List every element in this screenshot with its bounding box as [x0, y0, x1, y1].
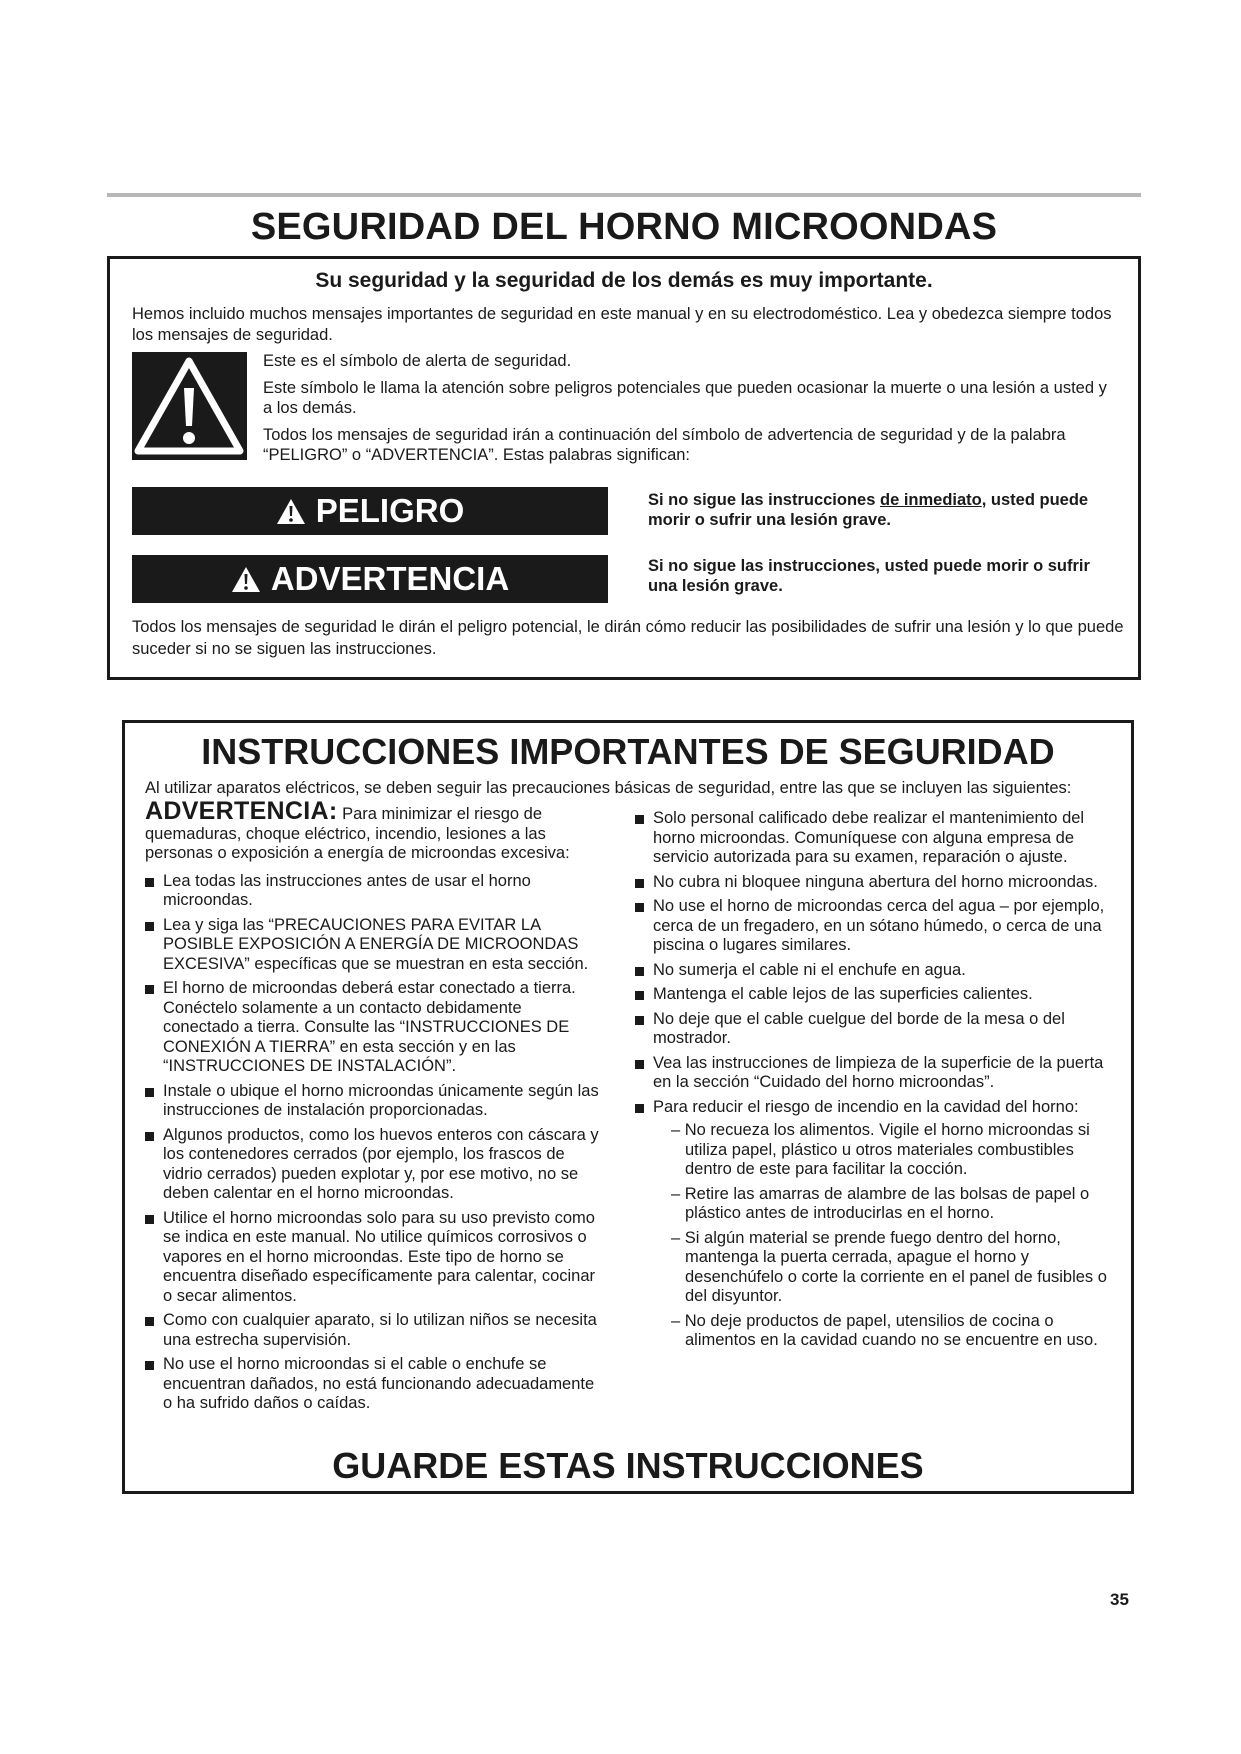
- right-list: [635, 809, 1110, 1351]
- list-item: Lea todas las instrucciones antes de usar el horno microondas.: [145, 872, 600, 911]
- safety-intro: Hemos incluido muchos mensajes importantes de seguridad en este manual y en su electrodoméstico. Lea y obedezca siempre todos los mensajes de seguridad.: [132, 305, 1112, 344]
- sub-item: – Retire las amarras de alambre de las bolsas de papel o plástico antes de introducirlas en el horno.: [671, 1184, 1090, 1222]
- right-column: [635, 809, 1110, 1356]
- list-item: No use el horno de microondas cerca del agua – por ejemplo, cerca de un fregadero, en un sótano húmedo, o cerca de una piscina o lugares similares.: [635, 897, 1110, 956]
- sub-item: – Si algún material se prende fuego dentro del horno, mantenga la puerta cerrada, apague el horno y desenchúfelo o corte la corriente en el panel de fusibles o del disyuntor.: [671, 1228, 1107, 1305]
- list-item: Utilice el horno microondas solo para su uso previsto como se indica en este manual. No utilice químicos corrosivos o vapores en el horno microondas. Este tipo de horno se encuentra diseñado específicamente para calentar, cocinar o secar alimentos.: [145, 1209, 600, 1307]
- instructions-title: INSTRUCCIONES IMPORTANTES DE SEGURIDAD: [201, 731, 1055, 772]
- list-item: No deje que el cable cuelgue del borde de la mesa o del mostrador.: [635, 1010, 1110, 1049]
- alert-line-1: Este es el símbolo de alerta de seguridad.: [263, 352, 572, 370]
- page-title: SEGURIDAD DEL HORNO MICROONDAS: [250, 206, 998, 248]
- list-item: Lea y siga las “PRECAUCIONES PARA EVITAR LA POSIBLE EXPOSICIÓN A ENERGÍA DE MICROONDAS EXCESIVA” específicas que se muestran en esta sección.: [145, 916, 600, 975]
- left-column: [145, 797, 600, 1419]
- list-item: El horno de microondas deberá estar conectado a tierra. Conéctelo solamente a un contacto debidamente conectado a tierra. Consulte las “INSTRUCCIONES DE CONEXIÓN A TIERRA” en esta sección y en las “INSTRUCCIONES DE INSTALACIÓN”.: [145, 979, 600, 1077]
- list-item-fire: Para reducir el riesgo de incendio en la cavidad del horno: – No recueza los alimentos. Vigile el horno microondas si utiliza papel, plástico u otros materiales combustibles dentro de este para facilitar la cocción. – Retire las amarras de alambre de las bolsas de papel o plástico antes de introducirlas en el horno. – Si algún material se prende fuego dentro del horno, mantenga la puerta cerrada, apague el horno y desenchúfelo o corte la corriente en el panel de fusibles o del disyuntor. – No deje productos de papel, utensilios de cocina o alimentos en la cavidad cuando no se encuentre en uso.: [635, 1098, 1110, 1351]
- warning-small-triangle-icon: [231, 566, 261, 593]
- list-item: No use el horno microondas si el cable o enchufe se encuentran dañados, no está funcionando adecuadamente o ha sufrido daños o caídas.: [145, 1355, 600, 1414]
- safety-box: [107, 256, 1141, 680]
- alert-line-3: Todos los mensajes de seguridad irán a continuación del símbolo de advertencia de seguridad y de la palabra “PELIGRO” o “ADVERTENCIA”. Estas palabras significan:: [263, 426, 1066, 464]
- list-item: Solo personal calificado debe realizar el mantenimiento del horno microondas. Comuníquese con alguna empresa de servicio autorizada para su examen, reparación o ajuste.: [635, 809, 1110, 868]
- danger-description: Si no sigue las instrucciones de inmediato, usted puede morir o sufrir una lesión grave.: [648, 491, 1089, 529]
- fire-sublist: [653, 1121, 1110, 1351]
- instructions-box: [122, 720, 1134, 1494]
- warning-label: ADVERTENCIA: [270, 560, 510, 597]
- warning-description: Si no sigue las instrucciones, usted puede morir o sufrir una lesión grave.: [648, 557, 1090, 595]
- sub-item: – No recueza los alimentos. Vigile el horno microondas si utiliza papel, plástico u otros materiales combustibles dentro de este para facilitar la cocción.: [671, 1121, 1090, 1178]
- safety-closing: Todos los mensajes de seguridad le dirán el peligro potencial, le dirán cómo reducir las posibilidades de sufrir una lesión y lo que puede suceder si no se siguen las instrucciones.: [132, 618, 1124, 658]
- save-instructions-title: GUARDE ESTAS INSTRUCCIONES: [332, 1445, 924, 1486]
- top-rule: [107, 193, 1141, 197]
- list-item: Algunos productos, como los huevos enteros con cáscara y los contenedores cerrados (por ejemplo, los frascos de vidrio cerrados) pueden explotar y, por ese motivo, no se deben calentar en el horno microondas.: [145, 1126, 600, 1204]
- warning-triangle-icon: [132, 352, 247, 460]
- sub-item: – No deje productos de papel, utensilios de cocina o alimentos en la cavidad cuando no se encuentre en uso.: [671, 1311, 1098, 1349]
- instructions-intro: Al utilizar aparatos eléctricos, se deben seguir las precauciones básicas de seguridad, entre las que se incluyen las siguientes:: [145, 779, 1072, 797]
- list-item: Vea las instrucciones de limpieza de la superficie de la puerta en la sección “Cuidado del horno microondas”.: [635, 1054, 1110, 1093]
- list-item: Mantenga el cable lejos de las superficies calientes.: [635, 985, 1110, 1005]
- left-list: [145, 872, 600, 1414]
- warning-lead: Para minimizar el riesgo de quemaduras, choque eléctrico, incendio, lesiones a las personas o exposición a energía de microondas excesiva:: [145, 805, 570, 862]
- danger-banner: [132, 487, 608, 535]
- safety-subtitle: Su seguridad y la seguridad de los demás es muy importante.: [315, 269, 933, 292]
- alert-line-2: Este símbolo le llama la atención sobre peligros potenciales que pueden ocasionar la muerte o una lesión a usted y a los demás.: [263, 379, 1107, 417]
- list-item: No sumerja el cable ni el enchufe en agua.: [635, 961, 1110, 981]
- danger-label: PELIGRO: [315, 492, 465, 529]
- list-item: Como con cualquier aparato, si lo utilizan niños se necesita una estrecha supervisión.: [145, 1311, 600, 1350]
- list-item: Instale o ubique el horno microondas únicamente según las instrucciones de instalación proporcionadas.: [145, 1082, 600, 1121]
- alert-description: [263, 351, 1118, 472]
- warning-banner: [132, 555, 608, 603]
- danger-triangle-icon: [276, 498, 306, 525]
- page-number: 35: [1110, 1590, 1129, 1609]
- list-item: No cubra ni bloquee ninguna abertura del horno microondas.: [635, 873, 1110, 893]
- warning-heading: ADVERTENCIA:: [145, 797, 338, 825]
